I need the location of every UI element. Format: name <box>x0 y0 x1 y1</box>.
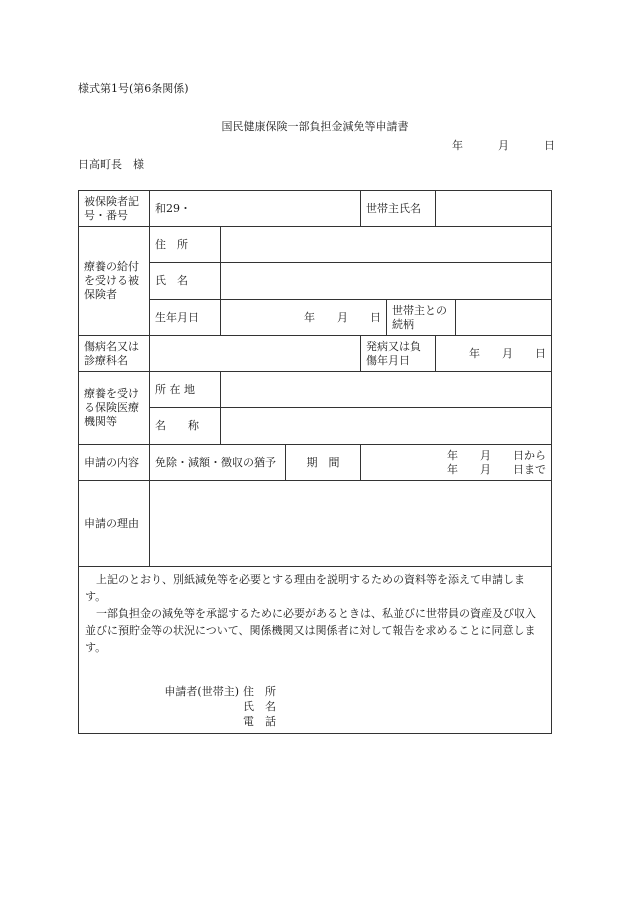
householder-name-field[interactable] <box>436 191 552 227</box>
application-table <box>78 190 552 734</box>
onset-date-field[interactable] <box>436 336 552 372</box>
institution-name-label: 名 称 <box>150 408 221 445</box>
reason-field[interactable] <box>150 481 552 567</box>
insured-number-label: 被保険者記号・番号 <box>79 191 150 227</box>
birthdate-year: 年 <box>304 310 316 324</box>
period-from-day: 日から <box>513 448 547 462</box>
onset-month: 月 <box>502 346 514 360</box>
period-to <box>366 463 546 477</box>
content-options[interactable]: 免除・減額・徴収の猶予 <box>150 445 286 481</box>
period-from-month: 月 <box>480 448 492 462</box>
institution-name-field[interactable] <box>221 408 552 445</box>
period-field[interactable] <box>361 445 552 481</box>
reason-label: 申請の理由 <box>79 481 150 567</box>
addressee: 日高町長 様 <box>78 158 144 171</box>
period-from-year: 年 <box>447 448 459 462</box>
disease-label: 傷病名又は診療科名 <box>79 336 150 372</box>
birthdate-day: 日 <box>370 310 382 324</box>
recipient-label: 療養の給付を受ける被保険者 <box>79 227 150 336</box>
onset-year: 年 <box>469 346 481 360</box>
header-date-month: 月 <box>498 139 509 152</box>
period-to-day: 日まで <box>513 462 547 476</box>
form-title: 国民健康保険一部負担金減免等申請書 <box>221 120 409 133</box>
householder-name-label: 世帯主氏名 <box>361 191 436 227</box>
location-label: 所 在 地 <box>150 372 221 408</box>
address-label: 住 所 <box>150 227 221 263</box>
period-label: 期 間 <box>286 445 361 481</box>
disease-field[interactable] <box>150 336 361 372</box>
applicant-phone-label: 電 話 <box>243 715 276 728</box>
birthdate-field[interactable] <box>221 300 387 336</box>
header-date-day: 日 <box>544 139 555 152</box>
relation-field[interactable] <box>456 300 552 336</box>
statement-block <box>79 567 552 734</box>
name-label: 氏 名 <box>150 263 221 300</box>
birthdate-label: 生年月日 <box>150 300 221 336</box>
onset-label: 発病又は負傷年月日 <box>361 336 436 372</box>
period-from <box>366 449 546 463</box>
onset-day: 日 <box>535 346 547 360</box>
content-label: 申請の内容 <box>79 445 150 481</box>
location-field[interactable] <box>221 372 552 408</box>
header-date <box>452 139 555 153</box>
applicant-address-label: 住 所 <box>243 685 276 698</box>
header-date-year: 年 <box>452 139 463 152</box>
form-number: 様式第1号(第6条関係) <box>78 82 189 95</box>
period-to-year: 年 <box>447 462 459 476</box>
applicant-name-label: 氏 名 <box>243 700 276 713</box>
applicant-label: 申請者(世帯主) <box>164 685 239 698</box>
institution-label: 療養を受ける保険医療機関等 <box>79 372 150 445</box>
relation-label: 世帯主との続柄 <box>387 300 456 336</box>
insured-number-field[interactable]: 和29・ <box>150 191 361 227</box>
address-field[interactable] <box>221 227 552 263</box>
period-to-month: 月 <box>480 462 492 476</box>
name-field[interactable] <box>221 263 552 300</box>
applicant-block <box>137 684 545 729</box>
statement-paragraph-1: 上記のとおり、別紙減免等を必要とする理由を説明するための資料等を添えて申請します。 <box>85 573 525 603</box>
birthdate-month: 月 <box>337 310 349 324</box>
statement-paragraph-2: 一部負担金の減免等を承認するために必要があるときは、私並びに世帯員の資産及び収入並びに預貯金等の状況について、関係機関又は関係者に対して報告を求めることに同意します。 <box>85 607 536 654</box>
